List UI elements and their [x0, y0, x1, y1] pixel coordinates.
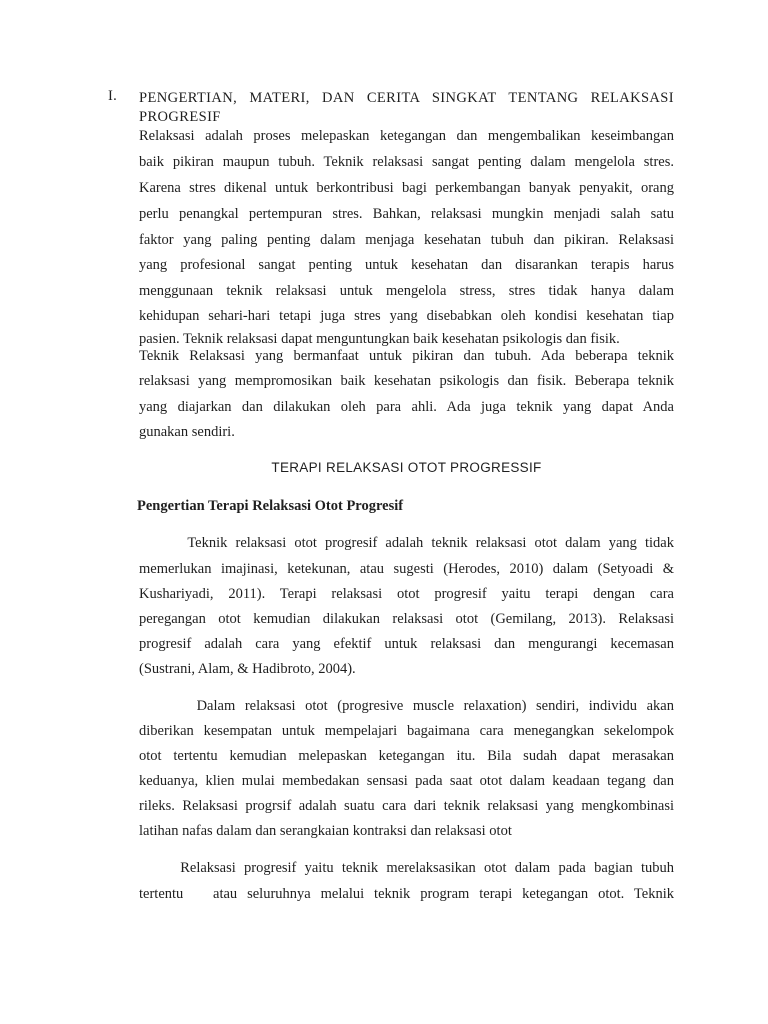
para1-line: menggunaan teknik relaksasi untuk mengelola stress, stres tidak hanya dalam	[139, 283, 674, 299]
para2-line: gunakan sendiri.	[139, 424, 235, 440]
para2-line: relaksasi yang mempromosikan baik kesehatan psikologis dan fisik. Beberapa teknik	[139, 373, 674, 389]
para1-line: perlu penangkal pertempuran stres. Bahkan, relaksasi mungkin menjadi salah satu	[139, 206, 674, 222]
para2-line: Teknik Relaksasi yang bermanfaat untuk pikiran dan tubuh. Ada beberapa teknik	[139, 348, 674, 364]
para4-line: otot tertentu kemudian melepaskan ketegangan itu. Bila sudah dapat merasakan	[139, 748, 674, 764]
para4-line: diberikan kesempatan untuk mempelajari bagaimana cara menegangkan sekelompok	[139, 723, 674, 739]
para1-line: pasien. Teknik relaksasi dapat menguntungkan baik kesehatan psikologis dan fisik.	[139, 331, 620, 347]
section-number: I.	[108, 88, 118, 104]
para2-line: yang diajarkan dan dilakukan oleh para ahli. Ada juga teknik yang dapat Anda	[139, 399, 674, 415]
section-title-line-2: PROGRESIF	[139, 109, 221, 125]
para4-line: latihan nafas dalam dan serangkaian kontraksi dan relaksasi otot	[139, 823, 512, 839]
center-heading: TERAPI RELAKSASI OTOT PROGRESSIF	[271, 460, 542, 475]
section-title-line-1: PENGERTIAN, MATERI, DAN CERITA SINGKAT TENTANG RELAKSASI	[139, 90, 674, 106]
para3-line: progresif adalah cara yang efektif untuk relaksasi dan mengurangi kecemasan	[139, 636, 674, 652]
para4-line: keduanya, klien mulai membedakan sensasi pada saat otot dalam keadaan tegang dan	[139, 773, 674, 789]
subheading: Pengertian Terapi Relaksasi Otot Progresif	[137, 498, 404, 514]
para5-line: tertentu atau seluruhnya melalui teknik program terapi ketegangan otot. Teknik	[139, 886, 674, 902]
para3-line: memerlukan imajinasi, ketekunan, atau sugesti (Herodes, 2010) dalam (Setyoadi &	[139, 561, 674, 577]
para3-line: Teknik relaksasi otot progresif adalah teknik relaksasi otot dalam yang tidak	[139, 535, 674, 551]
para1-line: kehidupan sehari-hari tetapi juga stres yang disebabkan oleh kondisi kesehatan tiap	[139, 308, 674, 324]
para1-line: Relaksasi adalah proses melepaskan ketegangan dan mengembalikan keseimbangan	[139, 128, 674, 144]
para3-line: Kushariyadi, 2011). Terapi relaksasi otot progresif yaitu terapi dengan cara	[139, 586, 674, 602]
para1-line: baik pikiran maupun tubuh. Teknik relaksasi sangat penting dalam mengelola stres.	[139, 154, 674, 170]
para3-line: peregangan otot kemudian dilakukan relaksasi otot (Gemilang, 2013). Relaksasi	[139, 611, 674, 627]
para1-line: Karena stres dikenal untuk berkontribusi bagi perkembangan banyak penyakit, orang	[139, 180, 674, 196]
para1-line: faktor yang paling penting dalam menjaga kesehatan tubuh dan pikiran. Relaksasi	[139, 232, 674, 248]
para4-line: Dalam relaksasi otot (progresive muscle relaxation) sendiri, individu akan	[139, 698, 674, 714]
para3-line: (Sustrani, Alam, & Hadibroto, 2004).	[139, 661, 356, 677]
para1-line: yang profesional sangat penting untuk kesehatan dan disarankan terapis harus	[139, 257, 674, 273]
para5-line: Relaksasi progresif yaitu teknik merelaksasikan otot dalam pada bagian tubuh	[139, 860, 674, 876]
para4-line: rileks. Relaksasi progrsif adalah suatu cara dari teknik relaksasi yang mengkombinasi	[139, 798, 674, 814]
